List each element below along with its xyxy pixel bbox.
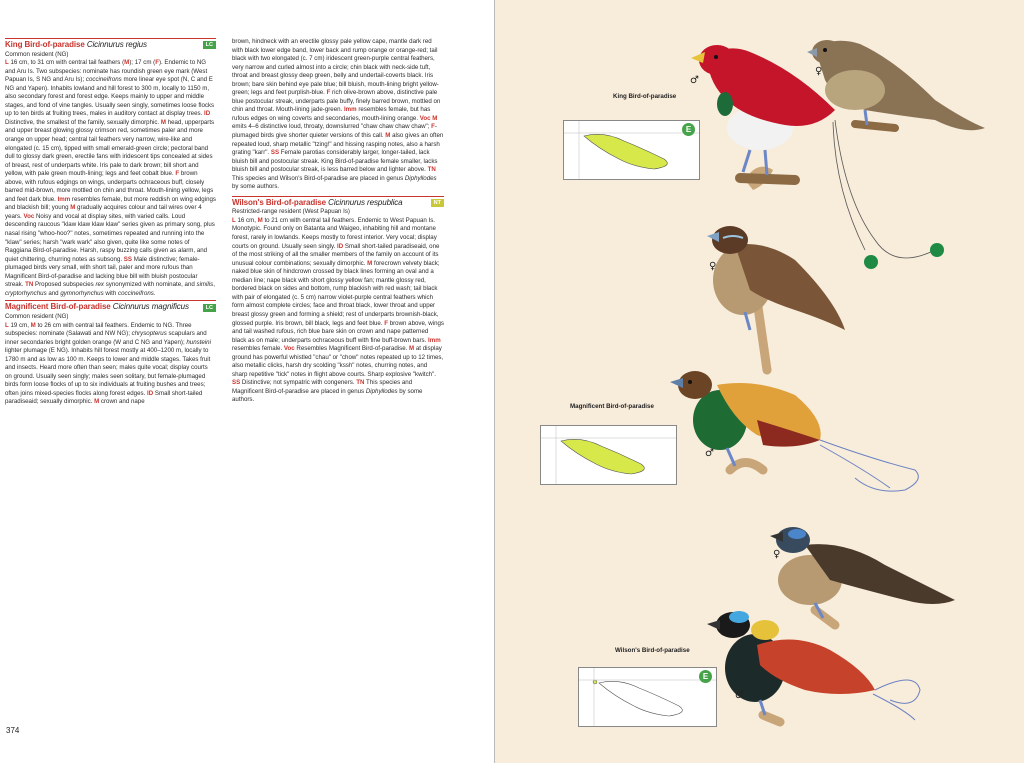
account-heading	[5, 300, 216, 312]
account-heading	[5, 38, 216, 50]
plate-art	[495, 0, 1024, 763]
species-name: Wilson's Bird-of-paradise	[232, 197, 327, 207]
female-symbol: ♀	[709, 261, 717, 272]
map-grade-badge: E	[682, 123, 695, 136]
page-number: 374	[6, 726, 20, 735]
species-name: King Bird-of-paradise	[5, 40, 85, 49]
male-symbol: ♂	[705, 448, 714, 459]
male-symbol: ♂	[735, 690, 744, 701]
plate-label-wilsons: Wilson's Bird-of-paradise	[615, 647, 690, 654]
wilsons-female-illustration	[770, 527, 955, 625]
magnificent-female-illustration	[707, 226, 845, 370]
residency-status: Common resident (NG)	[5, 312, 69, 320]
species-description: L 16 cm, M to 21 cm with central tail feathers. Endemic to West Papuan Is. Monotypic. Found only on Batanta and Waigeo, inhabiting hill and montane forest, rarely in lowlands. Keeps mostly to forest interior. Very vocal; display courts on ground. Usually seen singly. ID Small short-tailed paradiseaid, one of the most striking of all the smaller members of the family on account of its unusual colour combinations; sexually dimorphic. M forecrown velvety black; naked blue skin of hindcrown crossed by black lines forming an oval and a median line; nape black with short glossy yellow fan; mantle glossy red, bordered black on sides and bottom, rump blackish with red wash; tail black with pair of elongated (c. 5 cm) narrow violet-purple central feathers which form almost complete circles; face and throat black, lower throat and upper breast glossy green and forming a shield; rest of underparts brownish-black, glossed purple. Iris brown, bill black, legs and feet blue. F brown above, wings and tail washed rufous, rich blue bare skin on crown and nape patterned black as on male; underparts ochraceous buff with fine buff-brown bars. Imm resembles female. Voc Resembles Magnificent Bird-of-paradise. M at display ground has powerful whistled "chau" or "chow" notes repeated up to 12 times, also metallic clicks, harsh dry scolding "kssh" notes, churring notes, and sharp repetitive "tick" notes in flight above courts. Sharp explosive "kwitch". SS Distinctive; not sympatric with congeners. TN This species and Magnificent Bird-of-paradise are placed in genus Diphyllodes by some authors.	[232, 216, 444, 404]
plate-label-king: King Bird-of-paradise	[613, 93, 677, 100]
magnificent-male-illustration	[670, 371, 918, 491]
residency-status: Common resident (NG)	[5, 50, 69, 58]
wilsons-male-illustration	[707, 611, 920, 722]
text-page	[0, 0, 495, 763]
account-heading	[232, 196, 444, 208]
text-column-left	[5, 38, 216, 408]
scientific-name: Cicinnurus respublica	[328, 197, 403, 207]
plate-label-magnificent: Magnificent Bird-of-paradise	[570, 403, 654, 410]
text-column-right	[232, 38, 444, 406]
account-magnificent	[5, 300, 216, 407]
status-badge: NT	[431, 199, 444, 207]
illustration-plate	[495, 0, 1024, 763]
range-map-wilsons	[578, 667, 717, 727]
account-king	[5, 38, 216, 298]
male-symbol: ♂	[690, 75, 699, 86]
female-symbol: ♀	[773, 549, 781, 560]
residency-status: Restricted-range resident (West Papuan Is)	[232, 208, 350, 216]
range-map-king	[563, 120, 700, 180]
scientific-name: Cicinnurus magnificus	[112, 302, 189, 312]
status-badge: LC	[203, 41, 216, 49]
scientific-name: Cicinnurus regius	[86, 40, 147, 49]
species-description: L 19 cm, M to 26 cm with central tail feathers. Endemic to NG. Three subspecies: nominate (Salawati and NW NG); chrysopterus scapulars and inner secondaries bright golden orange (W and C NG and Yapen); hunsteini lighter plumage (E NG). Inhabits hill forest mostly at 400–1200 m, locally to 1780 m and as low as 100 m. Keeps to lower and middle stages. Takes fruit and insects. Heard more often than seen; males quite vocal; display courts on ground. Usually seen singly; males seen solitary, but female-plumaged birds form loose flocks of up to six individuals at fruiting bushes and trees; often joins mixed-species flocks along forest edges. ID Small short-tailed paradiseaid; sexually dimorphic. M crown and nape	[5, 321, 211, 406]
range-map-magnificent	[540, 425, 677, 485]
status-badge: LC	[203, 304, 216, 312]
species-description-continued: brown, hindneck with an erectile glossy pale yellow cape, mantle dark red with black lower edge band, lower back and rump orange or orange-red; tail black with two elongated (c. 7 cm) iridescent green-purple central feathers, very narrow and curled almost into a circle; chin black with neck-side tuft, throat and breast glossy deep green, belly and undertail-coverts black. Iris brown; bare skin behind eye pale blue; bill bluish, mouth-lining bright yellow-green; legs and feet purplish-blue. F rich olive-brown above, distinctive pale blue postocular streak, underparts pale buffy, finely barred brown, mottled on chin and throat. Mouth-lining jade-green. Imm resembles female, but has rufous edges on wing coverts and secondaries, mouth-lining orange. Voc M emits 4–6 distinctive loud, throaty, downslurred "chaw chaw chaw chaw"; F-plumaged birds give shorter quieter versions of this call. M also gives an often repeated loud, sharp metallic "tzing!" and hissing rasping notes, also a harsh grating "karr". SS Female parotias considerably larger, longer-tailed, lack bluish bill and postocular streak. King Bird-of-paradise female smaller, lacks bluish bill and postocular streak, is less barred below and lighter above. TN This species and Wilson's Bird-of-paradise are placed in genus Diphyllodes by some authors.	[232, 38, 444, 191]
account-wilsons	[232, 196, 444, 405]
king-female-illustration	[807, 40, 985, 130]
map-grade-badge: E	[699, 670, 712, 683]
species-description: L 16 cm, to 31 cm with central tail feathers (M); 17 cm (F). Endemic to NG and Aru Is. Two subspecies: nominate has roundish green eye mark (West Papuan Is, S NG and Aru Is); coccineifrons more linear eye spot (N, C and E NG and Yapen). Inhabits lowland and hill forest to 300 m, locally to 1150 m, also secondary forest and forest edge. Keeps mainly to upper and middle stages, and fond of vine tangles. Usually seen singly, sometimes loose flocks up to ten birds at fruiting trees, males in auditory contact at display trees. ID Distinctive, the smallest of the family, sexually dimorphic. M head, upperparts and upper breast glowing glossy crimson red, sometimes paler and more orange on upper head; central tail feathers very narrow, wire-like and elongated (c. 15 cm), tipped with small emerald-green circle; pectoral band dull to glossy dark green, erectile fans with iridescent tips concealed at sides of breast, rest of underparts white. Iris pale to dark brown; bill short and yellow, with pale green mouth-lining; legs and feet cobalt blue. F brown above, with rufous edgings on wings, underparts ochraceous buff, closely barred mid-brown, more mottled on chin and throat. Mouth-lining yellow, legs and feet dark blue. Imm resembles female, but more reddish on wing edgings and blackish bill; young M gradually acquires colour and tail wires over 4 years. Voc Noisy and vocal at display sites, with varied calls. Loud descending raucous "klaw klaw klaw klaw" series given as primary song, plus nasal rising "whoo-hoo?" notes, sometimes repeated and running into the "klaw" series; harsh "wark wark" also given, quite like some notes of Raggiana Bird-of-paradise. Harsh, raspy buzzing calls given as alarm, and quiet chittering, churring notes as subsong. SS Male distinctive; female-plumaged birds very small, with short tail, paler and more rufous than Magnificent Bird-of-paradise and lacking blue bill with bluish postocular streak. TN Proposed subspecies rex synonymized with nominate, and similis, cryptorhynchus and gymnorhynchus with coccineifrons.	[5, 59, 216, 297]
female-symbol: ♀	[815, 66, 823, 77]
species-name: Magnificent Bird-of-paradise	[5, 302, 111, 312]
